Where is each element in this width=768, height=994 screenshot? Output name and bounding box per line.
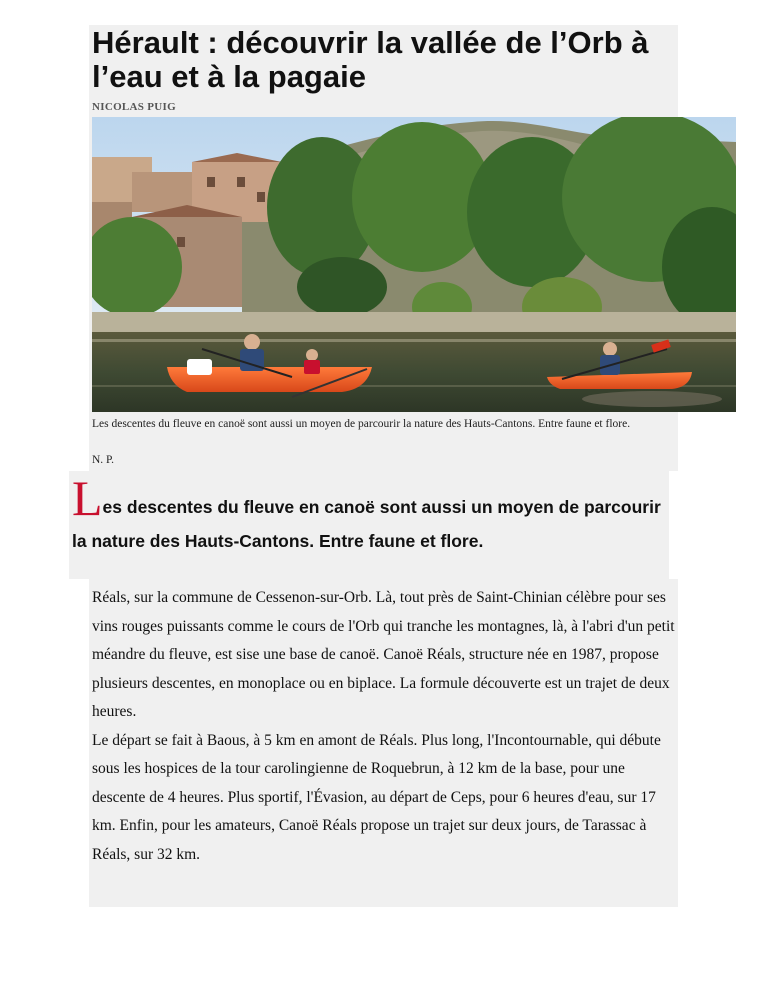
body-paragraph-2: Le départ se fait à Baous, à 5 km en amont de Réals. Plus long, l'Incontournable, qui débute sous les hospices de la tour carolingienne de Roquebrun, à 12 km de la base, pour une descente de 4 heures. Plus sportif, l'Évasion, au départ de Ceps, pour 6 heures d'eau, sur 17 km. Enfin, pour les amateurs, Canoë Réals propose un trajet sur deux jours, de Tarassac à Réals, sur 32 km. [92,731,661,863]
article-body [92,584,678,869]
drop-cap: L [72,470,103,526]
article-lead [72,470,666,558]
article-author: NICOLAS PUIG [92,101,176,113]
lead-text: es descentes du fleuve en canoë sont aussi un moyen de parcourir la nature des Hauts-Cantons. Entre faune et flore. [72,497,661,551]
article-photo [92,117,736,412]
article-title: Hérault : découvrir la vallée de l’Orb à l’eau et à la pagaie [92,25,649,94]
photo-caption: Les descentes du fleuve en canoë sont aussi un moyen de parcourir la nature des Hauts-Cantons. Entre faune et flore. [92,418,631,430]
photo-credit: N. P. [92,454,115,466]
body-paragraph-1: Réals, sur la commune de Cessenon-sur-Orb. Là, tout près de Saint-Chinian célèbre pour ses vins rouges puissants comme le cours de l'Orb qui tranche les montagnes, là, à l'abri d'un petit méandre du fleuve, est sise une base de canoë. Canoë Réals, structure née en 1987, propose plusieurs descentes, en monoplace ou en biplace. La formule découverte est un trajet de deux heures. [92,589,675,720]
